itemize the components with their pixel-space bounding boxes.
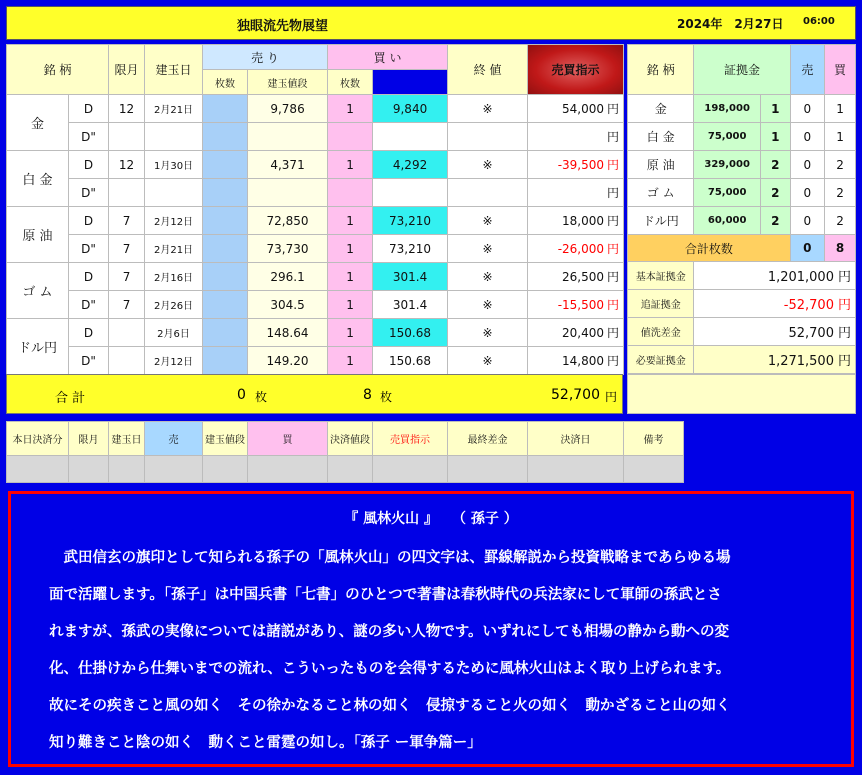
trade-mark: ※	[448, 291, 528, 319]
summary-row	[6, 374, 623, 414]
col-header-buy-qty: 枚数	[328, 70, 373, 95]
close-price	[373, 123, 448, 151]
margin-summary-unit: 円	[837, 354, 851, 369]
margin-summary-unit: 円	[837, 270, 851, 285]
col-header-meigara: 銘 柄	[7, 45, 109, 95]
sell-total: 0	[237, 387, 246, 403]
commodity-name: 白 金	[7, 151, 69, 207]
mark-to-market	[528, 207, 624, 235]
close-price: 73,210	[373, 235, 448, 263]
col-header-owarine: 終 値	[448, 45, 528, 95]
margin-buy: 1	[825, 123, 856, 151]
position-date: 2月21日	[145, 235, 203, 263]
mark-to-market-unit: 円	[607, 326, 620, 340]
commentary-title: 『 風林火山 』 （ 孫子 ）	[344, 511, 518, 527]
position-date: 1月30日	[145, 151, 203, 179]
settlement-header: 最終差金	[448, 422, 528, 456]
trade-mark: ※	[448, 235, 528, 263]
margin-row	[628, 207, 856, 235]
side-bottom-blank	[627, 374, 856, 414]
contract-month	[109, 179, 145, 207]
mark-to-market-value: 20,400	[562, 326, 605, 340]
margin-count: 2	[760, 151, 790, 179]
mark-to-market	[528, 123, 624, 151]
trade-mark	[448, 123, 528, 151]
commentary-line: 武田信玄の旗印として知られる孫子の「風林火山」の四文字は、罫線解説から投資戦略まであらゆる場	[63, 550, 731, 566]
settlement-header: 売	[145, 422, 203, 456]
mark-to-market-value: -26,000	[557, 242, 605, 256]
positions-table	[6, 44, 624, 375]
position-price: 304.5	[248, 291, 328, 319]
sell-qty	[203, 263, 248, 291]
margin-summary-amount: 52,700	[788, 326, 834, 341]
total-count-label: 合計枚数	[628, 235, 791, 262]
mark-to-market	[528, 263, 624, 291]
settlement-header: 限月	[69, 422, 109, 456]
position-price: 9,786	[248, 95, 328, 123]
margin-summary-unit: 円	[837, 298, 851, 313]
margin-summary-amount: 1,201,000	[767, 270, 834, 285]
margin-amount: 198,000	[694, 95, 760, 123]
position-price: 4,371	[248, 151, 328, 179]
margin-summary-row	[628, 290, 856, 318]
buy-qty: 1	[328, 347, 373, 375]
margin-summary-label: 必要証拠金	[628, 346, 694, 374]
summary-label: 合 計	[55, 391, 86, 406]
contract-type: D"	[69, 347, 109, 375]
commodity-name: ゴ ム	[7, 263, 69, 319]
settlement-cell	[69, 456, 109, 483]
settlement-cell	[373, 456, 448, 483]
mark-to-market-unit: 円	[607, 214, 620, 228]
margin-commodity-name: 白 金	[628, 123, 694, 151]
margin-sell: 0	[790, 95, 824, 123]
col-header-price: 建玉値段	[248, 70, 328, 95]
table-row	[7, 263, 624, 291]
margin-summary-row	[628, 346, 856, 374]
diff-total-unit: 円	[605, 390, 618, 404]
table-row	[7, 235, 624, 263]
date-label: 2024年 2月27日	[677, 17, 784, 31]
margin-amount: 60,000	[694, 207, 760, 235]
margin-amount: 75,000	[694, 123, 760, 151]
mark-to-market-unit: 円	[607, 298, 620, 312]
buy-qty: 1	[328, 319, 373, 347]
commentary-body	[49, 540, 829, 762]
col-header-kai: 買 い	[328, 45, 448, 70]
close-price: 9,840	[373, 95, 448, 123]
table-row	[7, 291, 624, 319]
mark-to-market-value: 26,500	[562, 270, 605, 284]
mark-to-market	[528, 95, 624, 123]
margin-summary-value	[694, 346, 856, 374]
mark-to-market-unit: 円	[607, 242, 620, 256]
margin-summary-amount: 1,271,500	[767, 354, 834, 369]
position-price	[248, 179, 328, 207]
buy-qty	[328, 179, 373, 207]
contract-type: D"	[69, 291, 109, 319]
mark-to-market-value: 54,000	[562, 102, 605, 116]
settlement-header: 本日決済分	[7, 422, 69, 456]
margin-buy: 1	[825, 95, 856, 123]
margin-commodity-name: 原 油	[628, 151, 694, 179]
diff-total: 52,700	[551, 387, 600, 403]
settlement-header: 備考	[624, 422, 684, 456]
title-bar	[6, 6, 856, 40]
position-price: 148.64	[248, 319, 328, 347]
sell-qty	[203, 235, 248, 263]
position-date: 2月12日	[145, 347, 203, 375]
contract-month: 7	[109, 291, 145, 319]
sell-qty	[203, 95, 248, 123]
trade-mark: ※	[448, 207, 528, 235]
settlement-cell	[248, 456, 328, 483]
settlement-header-row	[7, 422, 857, 456]
commodity-name: ドル円	[7, 319, 69, 375]
settlement-header: 決済日	[528, 422, 624, 456]
mark-to-market-value: -39,500	[557, 158, 605, 172]
buy-qty: 1	[328, 207, 373, 235]
contract-type: D	[69, 95, 109, 123]
position-price: 73,730	[248, 235, 328, 263]
col-header-tategyokubi: 建玉日	[145, 45, 203, 95]
mark-to-market-value: 14,800	[562, 354, 605, 368]
trade-mark: ※	[448, 151, 528, 179]
margin-row	[628, 123, 856, 151]
mark-to-market-unit: 円	[607, 186, 620, 200]
sell-qty	[203, 151, 248, 179]
mark-to-market	[528, 347, 624, 375]
margin-sell: 0	[790, 207, 824, 235]
mark-to-market	[528, 235, 624, 263]
margin-summary-value	[694, 318, 856, 346]
settlement-header: 決済値段	[328, 422, 373, 456]
position-price: 72,850	[248, 207, 328, 235]
commodity-name: 金	[7, 95, 69, 151]
table-row	[7, 123, 624, 151]
settlement-cell	[109, 456, 145, 483]
sell-total-unit: 枚	[255, 390, 268, 404]
commentary-line: 化、仕掛けから仕舞いまでの流れ、こういったものを会得するために風林火山はよく取り上げられます。	[49, 661, 731, 677]
margin-summary-amount: -52,700	[783, 298, 834, 313]
position-date: 2月6日	[145, 319, 203, 347]
margin-commodity-name: ドル円	[628, 207, 694, 235]
margin-count: 2	[760, 179, 790, 207]
mark-to-market-unit: 円	[607, 130, 620, 144]
margin-buy: 2	[825, 207, 856, 235]
margin-buy: 2	[825, 151, 856, 179]
contract-month: 7	[109, 207, 145, 235]
margin-row	[628, 95, 856, 123]
margin-buy: 2	[825, 179, 856, 207]
margin-commodity-name: ゴ ム	[628, 179, 694, 207]
side-header-uri: 売	[790, 45, 824, 95]
position-price: 149.20	[248, 347, 328, 375]
table-row	[7, 151, 624, 179]
side-header-meigara: 銘 柄	[628, 45, 694, 95]
mark-to-market-value: -15,500	[557, 298, 605, 312]
close-price	[373, 179, 448, 207]
col-header-gengetsu: 限月	[109, 45, 145, 95]
position-price	[248, 123, 328, 151]
table-row	[7, 95, 624, 123]
trade-mark: ※	[448, 347, 528, 375]
sell-qty	[203, 347, 248, 375]
buy-total-unit: 枚	[380, 390, 393, 404]
settlement-header: 買	[248, 422, 328, 456]
margin-sell: 0	[790, 123, 824, 151]
settlement-table	[6, 421, 857, 483]
sell-qty	[203, 207, 248, 235]
margin-summary-row	[628, 262, 856, 290]
mark-to-market	[528, 151, 624, 179]
position-date: 2月12日	[145, 207, 203, 235]
side-header-shokokin: 証拠金	[694, 45, 790, 95]
total-buy-count: 8	[825, 235, 856, 262]
mark-to-market-unit: 円	[607, 102, 620, 116]
margin-count: 1	[760, 123, 790, 151]
commodity-name: 原 油	[7, 207, 69, 263]
contract-month	[109, 319, 145, 347]
contract-type: D	[69, 207, 109, 235]
settlement-header: 売買指示	[373, 422, 448, 456]
contract-type: D"	[69, 235, 109, 263]
buy-qty: 1	[328, 151, 373, 179]
settlement-header: 建玉値段	[203, 422, 248, 456]
settlement-cell	[203, 456, 248, 483]
commentary-line: 知り難きこと陰の如く 動くこと雷霆の如し。「孫子 ー軍争篇ー」	[49, 735, 482, 751]
settlement-header: 建玉日	[109, 422, 145, 456]
mark-to-market	[528, 319, 624, 347]
contract-month	[109, 347, 145, 375]
col-header-uri: 売 り	[203, 45, 328, 70]
trade-mark: ※	[448, 95, 528, 123]
buy-qty: 1	[328, 263, 373, 291]
col-header-sell-qty: 枚数	[203, 70, 248, 95]
position-date: 2月21日	[145, 95, 203, 123]
settlement-cell	[528, 456, 624, 483]
margin-table	[627, 44, 856, 374]
position-price: 296.1	[248, 263, 328, 291]
commentary-line: れますが、孫武の実像については諸説があり、謎の多い人物です。いずれにしても相場の静から動への変	[49, 624, 730, 640]
margin-amount: 329,000	[694, 151, 760, 179]
side-header-kai: 買	[825, 45, 856, 95]
position-date: 2月16日	[145, 263, 203, 291]
settlement-cell	[624, 456, 684, 483]
contract-type: D	[69, 263, 109, 291]
trade-instruction-button[interactable]: 売買指示	[528, 45, 624, 95]
close-price: 150.68	[373, 319, 448, 347]
sell-qty	[203, 123, 248, 151]
contract-type: D	[69, 319, 109, 347]
buy-qty: 1	[328, 95, 373, 123]
contract-month: 7	[109, 263, 145, 291]
total-sell-count: 0	[790, 235, 824, 262]
contract-type: D"	[69, 179, 109, 207]
margin-sell: 0	[790, 151, 824, 179]
position-date: 2月26日	[145, 291, 203, 319]
close-price: 4,292	[373, 151, 448, 179]
margin-sell: 0	[790, 179, 824, 207]
contract-month	[109, 123, 145, 151]
margin-amount: 75,000	[694, 179, 760, 207]
margin-summary-row	[628, 318, 856, 346]
commentary-line: 面で活躍します。「孫子」は中国兵書「七書」のひとつで著書は春秋時代の兵法家にして軍師の孫武とさ	[49, 587, 722, 603]
margin-row	[628, 151, 856, 179]
mark-to-market-value: 18,000	[562, 214, 605, 228]
close-price: 150.68	[373, 347, 448, 375]
margin-summary-unit: 円	[837, 326, 851, 341]
margin-row	[628, 179, 856, 207]
mark-to-market-unit: 円	[607, 354, 620, 368]
mark-to-market	[528, 291, 624, 319]
settlement-cell	[448, 456, 528, 483]
sell-qty	[203, 179, 248, 207]
margin-count: 1	[760, 95, 790, 123]
buy-qty	[328, 123, 373, 151]
sell-qty	[203, 291, 248, 319]
sell-qty	[203, 319, 248, 347]
commentary-line: 故にその疾きこと風の如く その徐かなること林の如く 侵掠すること火の如く 動かざること山の如く	[49, 698, 731, 714]
margin-commodity-name: 金	[628, 95, 694, 123]
margin-summary-label: 追証拠金	[628, 290, 694, 318]
trade-mark: ※	[448, 263, 528, 291]
contract-month: 12	[109, 151, 145, 179]
table-row	[7, 179, 624, 207]
mark-to-market-unit: 円	[607, 158, 620, 172]
buy-total: 8	[363, 387, 372, 403]
contract-type: D"	[69, 123, 109, 151]
table-row	[7, 347, 624, 375]
buy-qty: 1	[328, 235, 373, 263]
table-row	[7, 319, 624, 347]
close-price: 301.4	[373, 263, 448, 291]
position-date	[145, 123, 203, 151]
time-label: 06:00	[803, 16, 835, 27]
trade-mark	[448, 179, 528, 207]
mark-to-market-unit: 円	[607, 270, 620, 284]
mark-to-market	[528, 179, 624, 207]
settlement-cell	[7, 456, 69, 483]
margin-summary-label: 基本証拠金	[628, 262, 694, 290]
margin-summary-value	[694, 262, 856, 290]
settlement-cell	[328, 456, 373, 483]
table-row	[7, 207, 624, 235]
buy-qty: 1	[328, 291, 373, 319]
close-price: 301.4	[373, 291, 448, 319]
contract-month: 7	[109, 235, 145, 263]
margin-summary-label: 値洗差金	[628, 318, 694, 346]
contract-type: D	[69, 151, 109, 179]
commentary-box	[8, 491, 854, 767]
contract-month: 12	[109, 95, 145, 123]
settlement-cell	[145, 456, 203, 483]
trade-mark: ※	[448, 319, 528, 347]
page-title: 独眼流先物展望	[237, 19, 329, 34]
settlement-empty-row	[7, 456, 857, 483]
close-price: 73,210	[373, 207, 448, 235]
margin-summary-value	[694, 290, 856, 318]
margin-count: 2	[760, 207, 790, 235]
position-date	[145, 179, 203, 207]
